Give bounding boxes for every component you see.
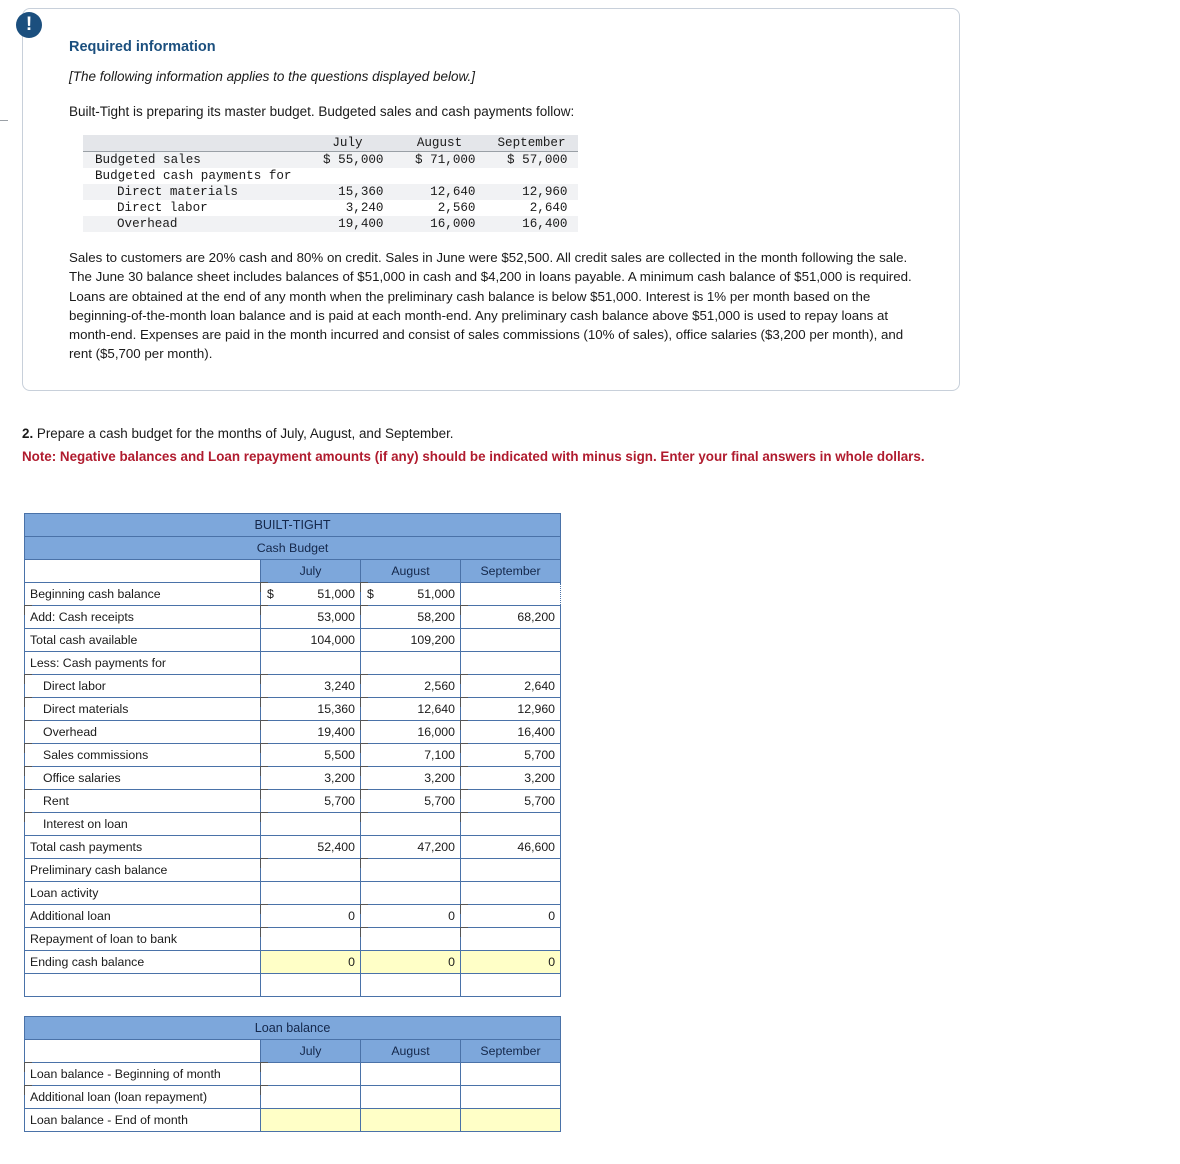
header-august: August: [394, 135, 486, 152]
cell-september[interactable]: 5,700: [461, 744, 561, 767]
row-label: Budgeted sales: [83, 152, 302, 169]
row-label: Rent: [25, 790, 261, 813]
row-label: Office salaries: [25, 767, 261, 790]
row-label: Repayment of loan to bank: [25, 928, 261, 951]
cell-july[interactable]: 3,200: [261, 767, 361, 790]
cell-july[interactable]: 15,360: [261, 698, 361, 721]
cell-september[interactable]: 0: [461, 951, 561, 974]
table-row: [25, 951, 561, 974]
row-value-july: 19,400: [302, 216, 394, 232]
row-label: Loan balance - Beginning of month: [25, 1063, 261, 1086]
cell-july: 104,000: [261, 629, 361, 652]
cell-july[interactable]: 0: [261, 905, 361, 928]
loan-balance-table: [24, 1016, 561, 1132]
table-row: [25, 1063, 561, 1086]
cell-september[interactable]: [461, 813, 561, 836]
row-value-august: $ 71,000: [394, 152, 486, 169]
row-label: Overhead: [83, 216, 302, 232]
cell-august[interactable]: [361, 1086, 461, 1109]
cell-september: [461, 629, 561, 652]
row-label: Loan activity: [25, 882, 261, 905]
cell-september[interactable]: [461, 928, 561, 951]
cell-september[interactable]: 5,700: [461, 790, 561, 813]
cell-september[interactable]: 12,960: [461, 698, 561, 721]
table-row: [83, 216, 578, 232]
cell-august[interactable]: 7,100: [361, 744, 461, 767]
table-row: [25, 675, 561, 698]
table-row: [25, 698, 561, 721]
cell-august: 47,200: [361, 836, 461, 859]
question-number: 2.: [22, 426, 34, 441]
row-value-july: [302, 168, 394, 184]
company-title-row: [25, 514, 561, 537]
row-value-august: [394, 168, 486, 184]
cash-budget-table: [24, 513, 561, 997]
cell-july[interactable]: 5,700: [261, 790, 361, 813]
row-label: Add: Cash receipts: [25, 606, 261, 629]
table-row: [25, 652, 561, 675]
row-value-august: 12,640: [394, 184, 486, 200]
row-label: Direct labor: [117, 201, 208, 215]
loan-balance-sheet: [24, 1016, 560, 1132]
question-line: [22, 426, 962, 441]
cell-august[interactable]: 2,560: [361, 675, 461, 698]
row-label: Interest on loan: [25, 813, 261, 836]
sheet-subtitle: Cash Budget: [25, 537, 561, 560]
question-block: [22, 426, 962, 466]
cell-july[interactable]: [261, 859, 361, 882]
cell-july[interactable]: $ 51,000: [261, 583, 361, 606]
question-note: Note: Negative balances and Loan repayment amounts (if any) should be indicated with minus sign. Enter your final answers in whole dollars.: [22, 449, 925, 464]
row-value-august: 16,000: [394, 216, 486, 232]
row-label: Beginning cash balance: [25, 583, 261, 606]
cell-august[interactable]: [361, 1109, 461, 1132]
cell-august[interactable]: [361, 859, 461, 882]
month-header-august: August: [361, 1040, 461, 1063]
cell-august[interactable]: 0: [361, 951, 461, 974]
table-row: [25, 1086, 561, 1109]
required-information-note: [The following information applies to the questions displayed below.]: [69, 69, 475, 84]
cell-july[interactable]: [261, 1086, 361, 1109]
header-july: July: [302, 135, 394, 152]
spacer-row: [25, 974, 561, 997]
cell-august[interactable]: 58,200: [361, 606, 461, 629]
cell-august[interactable]: [361, 813, 461, 836]
month-header-july: July: [261, 1040, 361, 1063]
cell-july: [261, 882, 361, 905]
row-label: Preliminary cash balance: [25, 859, 261, 882]
cell-september[interactable]: [461, 1109, 561, 1132]
table-row: [25, 790, 561, 813]
row-value-july: 15,360: [302, 184, 394, 200]
table-header-row: [83, 135, 578, 152]
table-row: [25, 721, 561, 744]
cell-august[interactable]: [361, 1063, 461, 1086]
loan-balance-title: Loan balance: [25, 1017, 561, 1040]
cell-september[interactable]: 2,640: [461, 675, 561, 698]
table-row: [25, 836, 561, 859]
row-label: Budgeted cash payments for: [95, 169, 292, 183]
row-value-september: 12,960: [486, 184, 578, 200]
required-information-paragraph: Sales to customers are 20% cash and 80% on credit. Sales in June were $52,500. All credit sales are collected in the month following the sale. The June 30 balance sheet includes balances of $51,000 in cash and $4,200 in loans payable. A minimum cash balance of $51,000 is required. Loans are obtained at the end of any month when the preliminary cash balance is below $51,000. Interest is 1% per month based on the beginning-of-the-month loan balance and is paid at each month-end. Any preliminary cash balance above $51,000 is used to repay loans at month-end. Expenses are paid in the month incurred and consist of sales commissions (10% of sales), office salaries ($3,200 per month), and rent ($5,700 per month).: [69, 250, 912, 362]
cell-july: [261, 652, 361, 675]
row-label: Additional loan: [25, 905, 261, 928]
corner-cell: [25, 1040, 261, 1063]
company-name: BUILT-TIGHT: [25, 514, 561, 537]
table-row: [25, 1109, 561, 1132]
table-row: [25, 905, 561, 928]
header-blank: [83, 135, 302, 152]
cell-july[interactable]: [261, 928, 361, 951]
loan-month-header-row: [25, 1040, 561, 1063]
cell-july[interactable]: [261, 1109, 361, 1132]
cell-september[interactable]: 16,400: [461, 721, 561, 744]
cell-september[interactable]: 3,200: [461, 767, 561, 790]
cell-july[interactable]: 3,240: [261, 675, 361, 698]
cell-july[interactable]: 53,000: [261, 606, 361, 629]
cell-july[interactable]: 5,500: [261, 744, 361, 767]
month-header-september: September: [461, 560, 561, 583]
cell-august[interactable]: 12,640: [361, 698, 461, 721]
cell-august[interactable]: 3,200: [361, 767, 461, 790]
table-row: [83, 168, 578, 184]
cell-august: 109,200: [361, 629, 461, 652]
month-header-september: September: [461, 1040, 561, 1063]
month-header-row: [25, 560, 561, 583]
required-information-card: [22, 8, 960, 391]
row-label: Total cash available: [25, 629, 261, 652]
cell-august[interactable]: 16,000: [361, 721, 461, 744]
row-value-september: 2,640: [529, 201, 568, 215]
row-label: Direct labor: [25, 675, 261, 698]
cell-september: [461, 882, 561, 905]
table-row: [25, 928, 561, 951]
cell-september[interactable]: 0: [461, 905, 561, 928]
cell-september: [461, 652, 561, 675]
spacer-cell: [25, 974, 261, 997]
row-label: Ending cash balance: [25, 951, 261, 974]
row-label: Direct materials: [25, 698, 261, 721]
required-information-title: Required information: [69, 39, 216, 55]
row-label: Total cash payments: [25, 836, 261, 859]
alert-icon: !: [16, 12, 42, 38]
cell-september[interactable]: [461, 583, 561, 606]
table-row: [25, 767, 561, 790]
table-row: [83, 152, 578, 169]
cell-august[interactable]: [361, 928, 461, 951]
budget-data-table: [83, 135, 578, 232]
row-value-september: 16,400: [486, 216, 578, 232]
cell-september[interactable]: [461, 1063, 561, 1086]
cell-july[interactable]: [261, 1063, 361, 1086]
row-label: Overhead: [25, 721, 261, 744]
table-row: [25, 744, 561, 767]
row-value-september: [486, 168, 578, 184]
header-september: September: [486, 135, 578, 152]
cell-july[interactable]: 0: [261, 951, 361, 974]
table-row: [25, 859, 561, 882]
table-row: [83, 200, 578, 216]
loan-title-row: [25, 1017, 561, 1040]
table-row: [25, 583, 561, 606]
month-header-august: August: [361, 560, 461, 583]
cell-september: 46,600: [461, 836, 561, 859]
cell-september[interactable]: [461, 1086, 561, 1109]
spacer-cell: [261, 974, 361, 997]
row-label: Less: Cash payments for: [25, 652, 261, 675]
cell-september[interactable]: [461, 859, 561, 882]
cell-august: [361, 882, 461, 905]
cell-july: 52,400: [261, 836, 361, 859]
cell-august[interactable]: 0: [361, 905, 461, 928]
spacer-cell: [461, 974, 561, 997]
cell-august[interactable]: $ 51,000: [361, 583, 461, 606]
row-value-july: 3,240: [345, 201, 384, 215]
corner-cell: [25, 560, 261, 583]
row-value-august: 2,560: [437, 201, 476, 215]
subtitle-row: [25, 537, 561, 560]
table-row: [25, 606, 561, 629]
table-row: [83, 184, 578, 200]
table-row: [25, 629, 561, 652]
question-text: Prepare a cash budget for the months of July, August, and September.: [36, 426, 454, 441]
cell-august[interactable]: 5,700: [361, 790, 461, 813]
month-header-july: July: [261, 560, 361, 583]
table-row: [25, 882, 561, 905]
row-label: Direct materials: [83, 184, 302, 200]
cell-july[interactable]: [261, 813, 361, 836]
row-value-july: $ 55,000: [302, 152, 394, 169]
cell-august: [361, 652, 461, 675]
page-edge-marker: [0, 120, 8, 121]
table-row: [25, 813, 561, 836]
row-label: Loan balance - End of month: [25, 1109, 261, 1132]
cash-budget-sheet: [24, 513, 560, 997]
required-information-lead: Built-Tight is preparing its master budget. Budgeted sales and cash payments follow:: [69, 104, 575, 119]
spacer-cell: [361, 974, 461, 997]
row-label: Sales commissions: [25, 744, 261, 767]
row-value-september: $ 57,000: [486, 152, 578, 169]
cell-september[interactable]: 68,200: [461, 606, 561, 629]
row-label: Additional loan (loan repayment): [25, 1086, 261, 1109]
cell-july[interactable]: 19,400: [261, 721, 361, 744]
